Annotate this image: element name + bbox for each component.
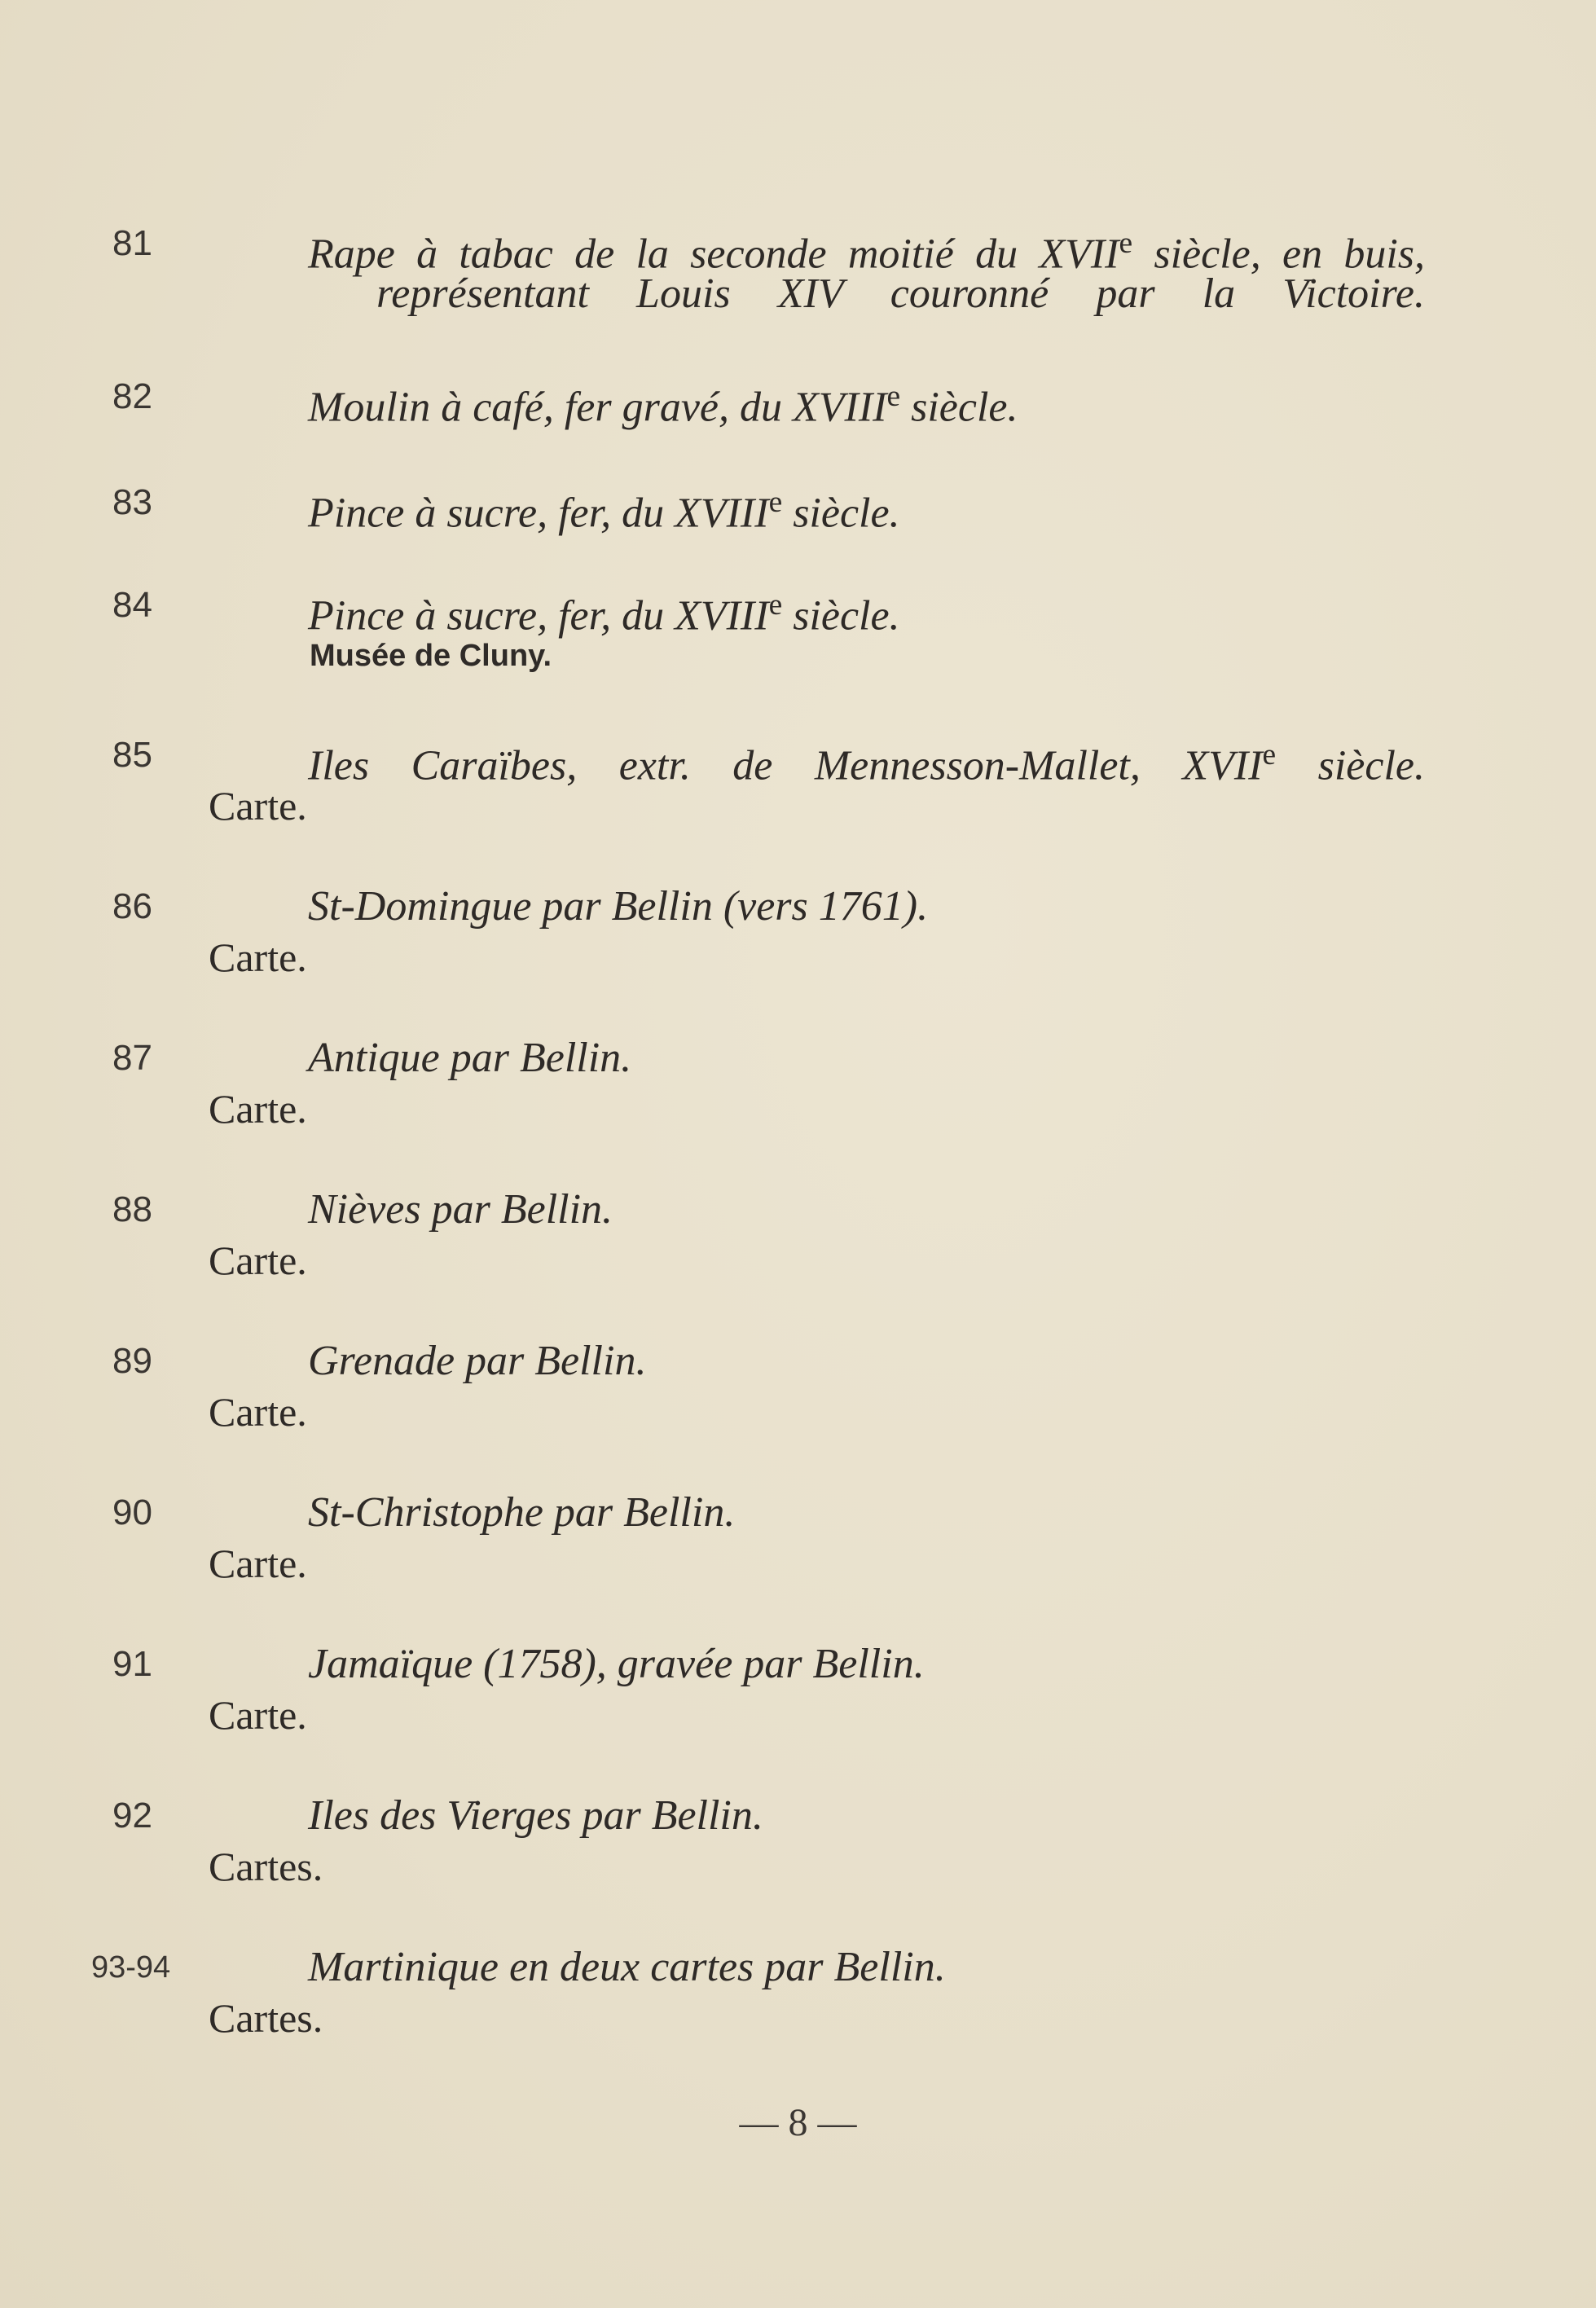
entry-type: Carte.: [209, 1389, 307, 1435]
entry-title: Grenade par Bellin.: [308, 1338, 647, 1384]
entry-number: 90: [112, 1493, 152, 1532]
entry-title: Nièves par Bellin.: [308, 1186, 613, 1233]
entry-type: Carte.: [209, 1238, 307, 1283]
entry-title: Pince à sucre, fer, du XVIIIe siècle.: [308, 588, 900, 640]
entry-number: 83: [112, 482, 152, 522]
entry-type: Cartes.: [209, 1844, 323, 1889]
entry-type: Cartes.: [209, 1995, 323, 2041]
entry-number: 91: [112, 1644, 152, 1684]
entry-title: Martinique en deux cartes par Bellin.: [308, 1944, 946, 1990]
entry-type: Carte.: [209, 934, 307, 980]
entry-title: Iles Caraïbes, extr. de Mennesson-Mallet, XVIIe siècle.: [308, 738, 1425, 789]
entry-title: Jamaïque (1758), gravée par Bellin.: [308, 1641, 925, 1687]
entry-title: Rape à tabac de la seconde moitié du XVIIe siècle, en buis,: [308, 226, 1426, 278]
entry-number: 87: [112, 1038, 152, 1078]
entry-title: St-Christophe par Bellin.: [308, 1489, 736, 1536]
entry-number: 85: [112, 735, 152, 775]
entry-number: 89: [112, 1341, 152, 1381]
entry-number: 84: [112, 585, 152, 625]
entry-title-line2: représentant Louis XIV couronné par la Victoire.: [376, 270, 1425, 317]
entry-title: Antique par Bellin.: [308, 1035, 632, 1081]
entry-title: St-Domingue par Bellin (vers 1761).: [308, 883, 929, 930]
entry-number: 82: [112, 376, 152, 416]
entry-number: 93-94: [91, 1950, 171, 1985]
entry-title: Moulin à café, fer gravé, du XVIIIe siècle.: [308, 380, 1018, 431]
entry-number: 81: [112, 223, 152, 263]
entry-type: Carte.: [209, 783, 307, 829]
page-number: — 8 —: [739, 2101, 857, 2144]
entry-museum: Musée de Cluny.: [310, 639, 552, 673]
entry-number: 92: [112, 1796, 152, 1835]
entry-type: Carte.: [209, 1541, 307, 1586]
entry-number: 88: [112, 1189, 152, 1229]
entry-type: Carte.: [209, 1086, 307, 1132]
entry-number: 86: [112, 886, 152, 926]
entry-type: Carte.: [209, 1692, 307, 1738]
entry-title: Pince à sucre, fer, du XVIIIe siècle.: [308, 486, 900, 537]
entry-title: Iles des Vierges par Bellin.: [308, 1792, 763, 1839]
